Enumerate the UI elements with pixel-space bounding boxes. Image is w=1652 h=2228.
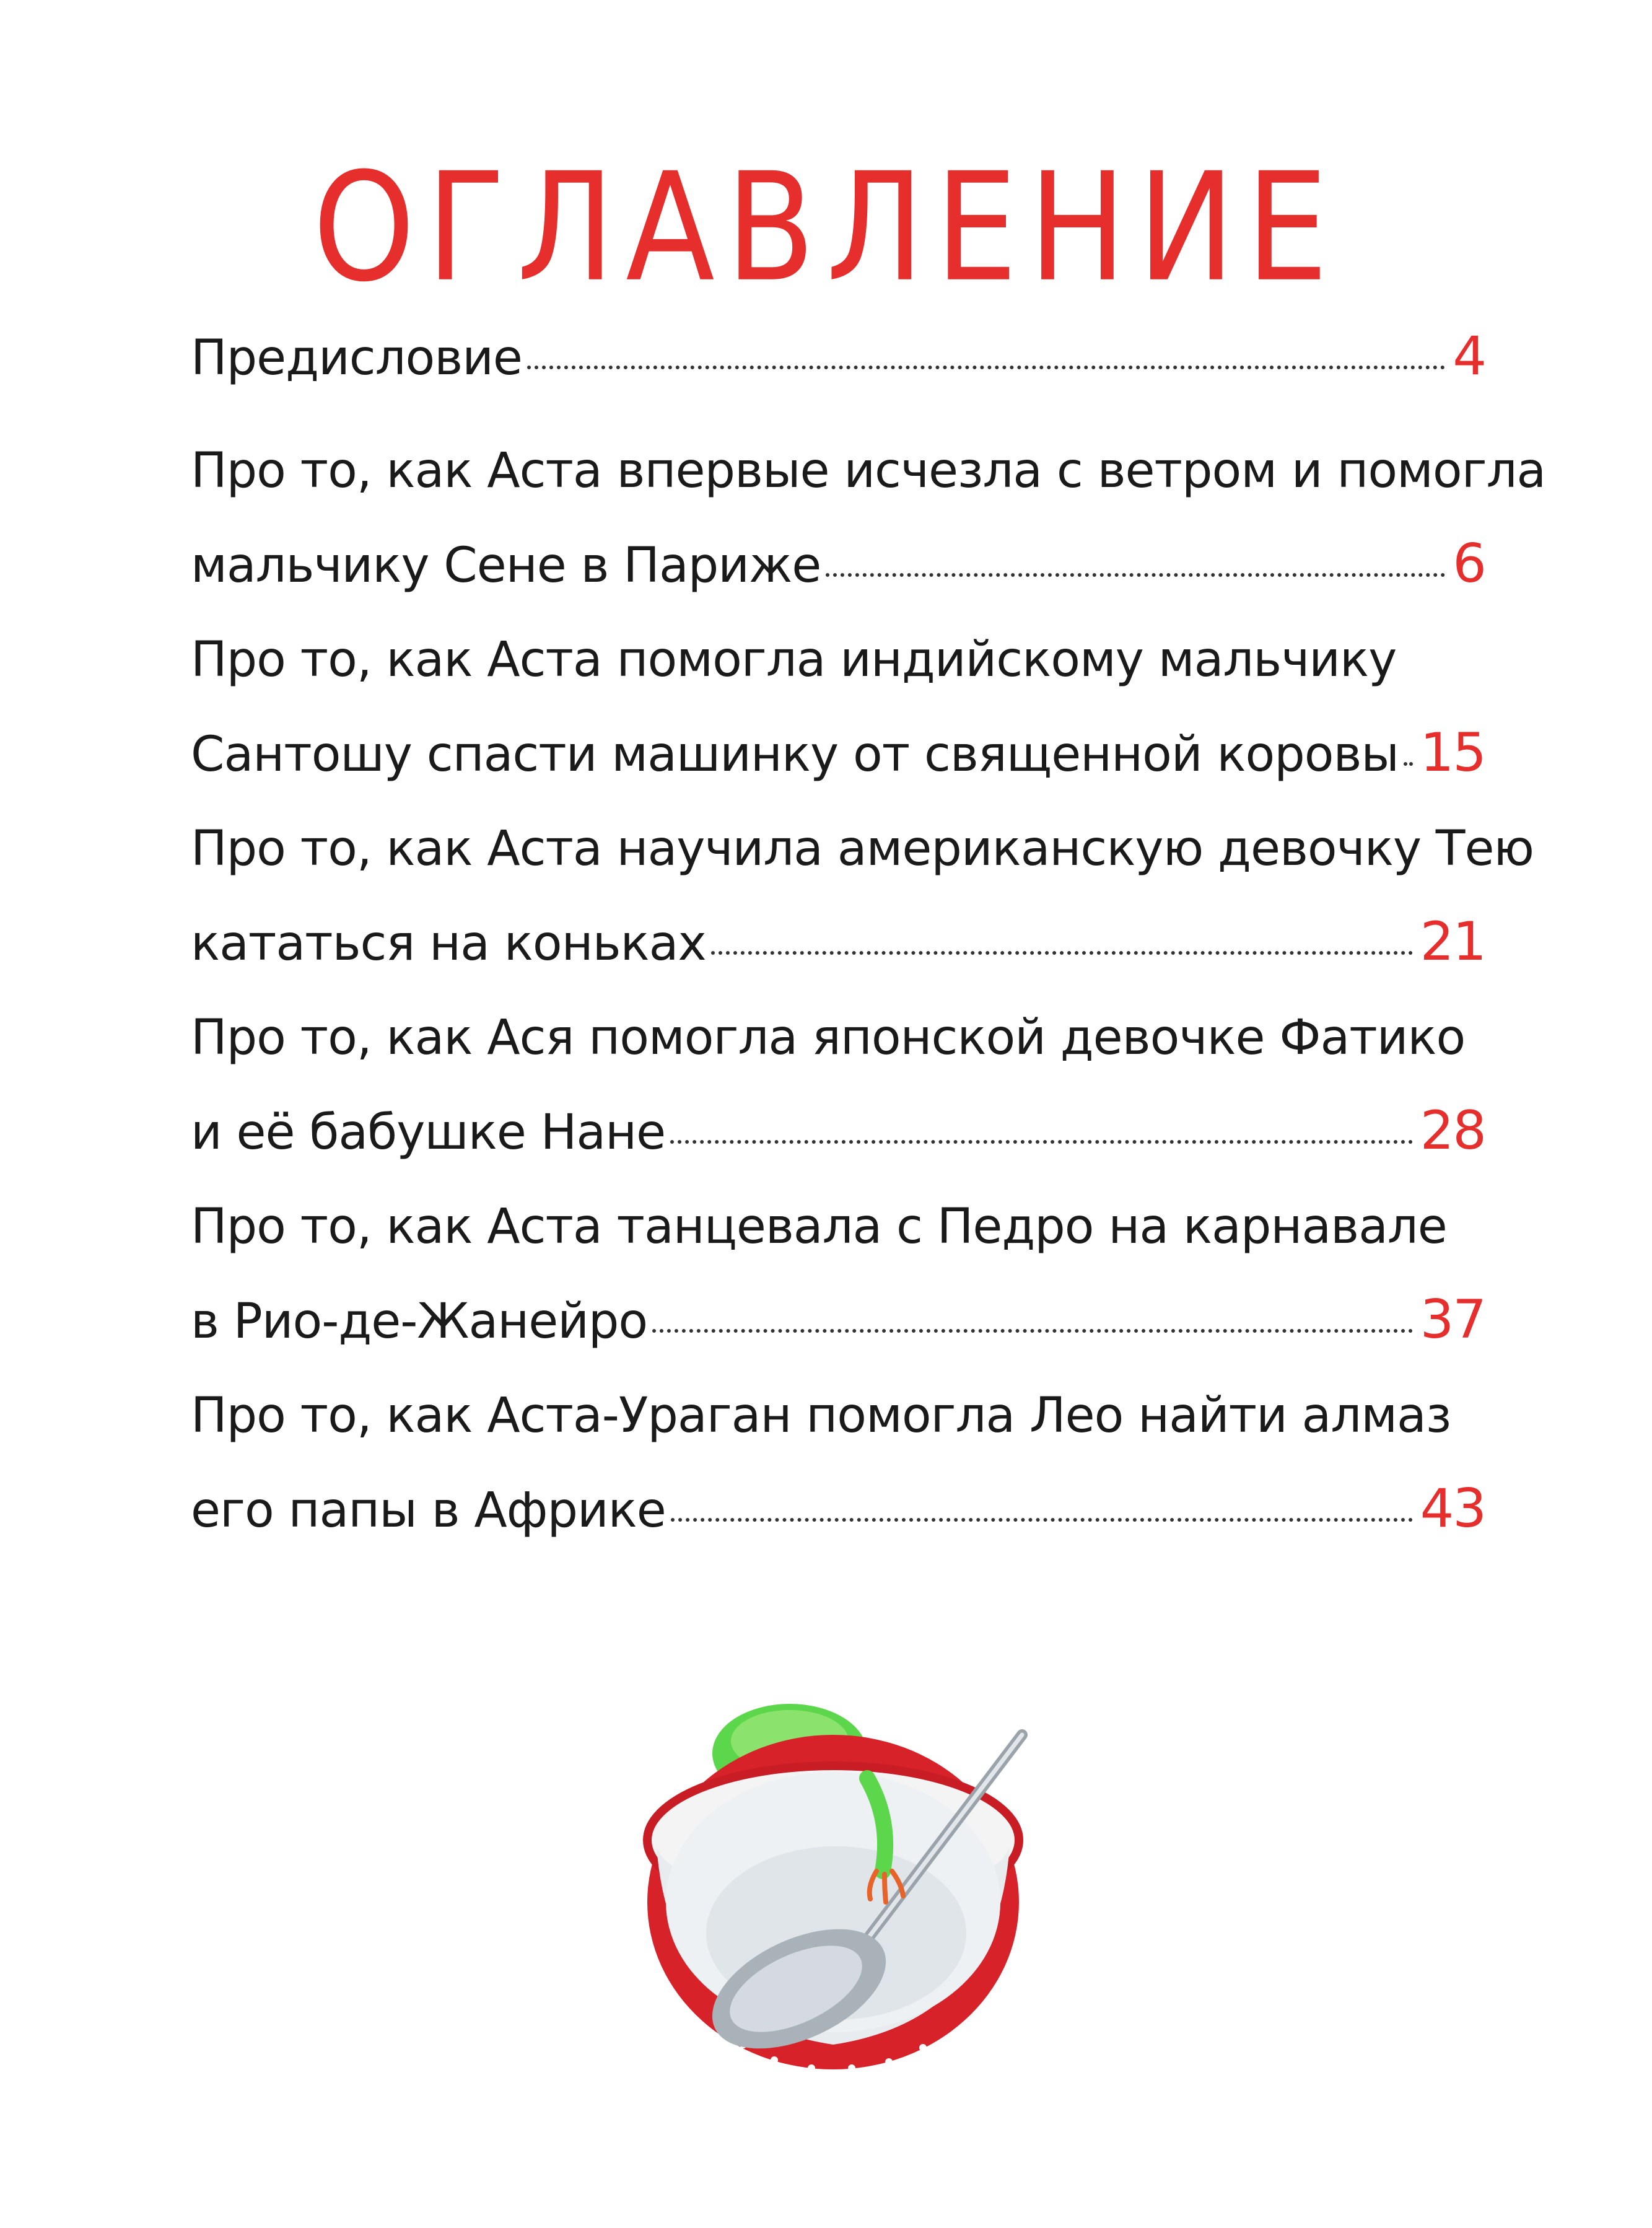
toc-page-number: 4 <box>1453 325 1485 387</box>
toc-entry-title-line-2: его папы в Африке <box>191 1483 666 1538</box>
toc-entry-title: Предисловие <box>191 330 522 386</box>
toc-page-number: 6 <box>1453 533 1485 595</box>
toc-entry-title-line-1: Про то, как Аста впервые исчезла с ветром и помогла <box>191 443 1546 499</box>
toc-entry-chapter-2[interactable] <box>191 613 1485 801</box>
toc-entry-chapter-6[interactable] <box>191 1369 1485 1557</box>
toc-entry-title-line-1: Про то, как Ася помогла японской девочке Фатико <box>191 1010 1466 1066</box>
toc-entry-title-line-2: и её бабушке Нане <box>191 1105 666 1160</box>
toc-page-number: 15 <box>1420 722 1485 784</box>
toc-entry-chapter-1[interactable] <box>191 424 1546 612</box>
dot-leader <box>527 365 1445 369</box>
toc-entry-title-line-1: Про то, как Аста помогла индийскому мальчику <box>191 632 1397 688</box>
toc-entry-title-line-2: Сантошу спасти машинку от священной коровы <box>191 727 1399 783</box>
dot-leader <box>826 572 1445 577</box>
dot-leader <box>671 1517 1413 1522</box>
toc-entry-chapter-3[interactable] <box>191 802 1534 990</box>
dot-leader <box>711 950 1413 955</box>
toc-page-number: 37 <box>1420 1289 1485 1351</box>
toc-page-number: 21 <box>1420 911 1485 973</box>
toc-entry-title-line-2: мальчику Сене в Париже <box>191 538 821 594</box>
frog-in-bowl-with-spoon-icon <box>632 1698 1053 2131</box>
toc-entry-title-line-1: Про то, как Аста-Ураган помогла Лео найти алмаз <box>191 1388 1451 1444</box>
toc-entry-title-line-2: кататься на коньках <box>191 916 706 971</box>
page-title: ОГЛАВЛЕНИЕ <box>312 140 1340 315</box>
toc-page-number: 28 <box>1420 1100 1485 1162</box>
toc-entry-title-line-1: Про то, как Аста научила американскую девочку Тею <box>191 821 1534 877</box>
dot-leader <box>1404 761 1413 766</box>
toc-entry-chapter-5[interactable] <box>191 1180 1485 1368</box>
toc-page-number: 43 <box>1420 1478 1485 1540</box>
toc-entry-title-line-2: в Рио-де-Жанейро <box>191 1294 648 1349</box>
toc-entry-title-line-1: Про то, как Аста танцевала с Педро на карнавале <box>191 1199 1447 1255</box>
toc-entry-preface[interactable] <box>191 310 1485 405</box>
toc-entry-chapter-4[interactable] <box>191 991 1485 1179</box>
dot-leader <box>670 1139 1412 1144</box>
dot-leader <box>652 1328 1412 1333</box>
